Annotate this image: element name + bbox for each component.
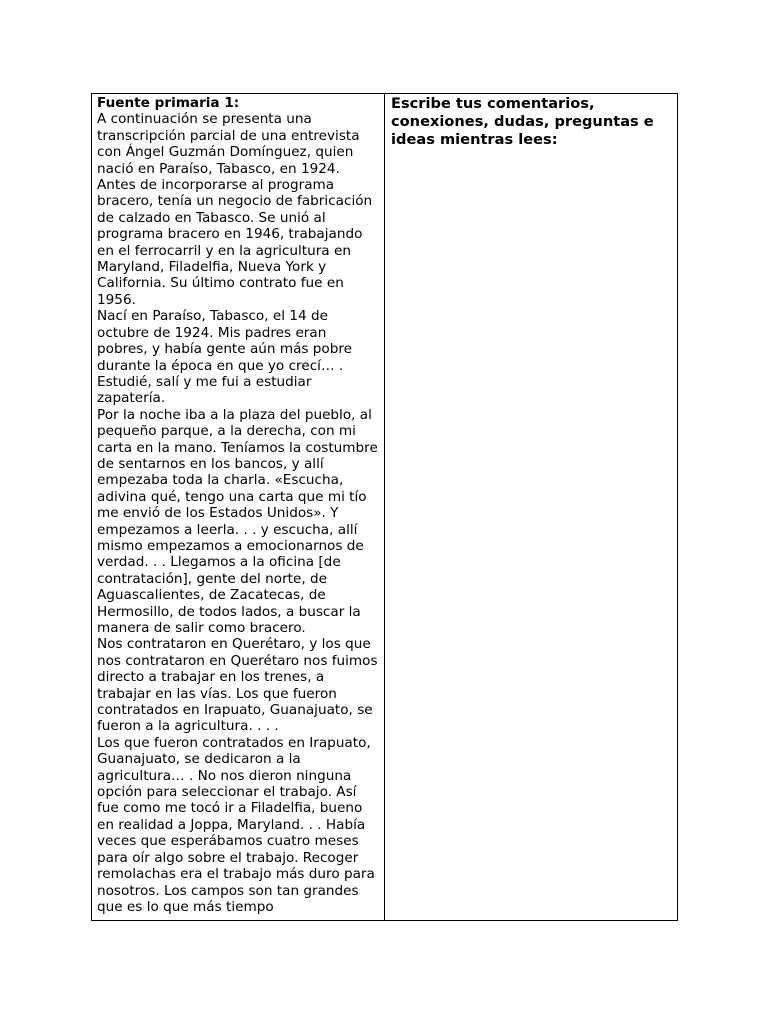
source-paragraph: Los que fueron contratados en Irapuato, Guanajuato, se dedicaron a la agricultura… . No nos dieron ninguna opción para seleccionar el trabajo. Así fue como me tocó ir a Filadelfia, bueno en realidad a Joppa, Maryland. . . Había veces que esperábamos cuatro meses para oír algo sobre el trabajo. Recoger remolachas era el trabajo más duro para nosotros. Los campos son tan grandes que es lo que más tiempo	[97, 734, 375, 915]
source-paragraph: Nos contrataron en Querétaro, y los que nos contrataron en Querétaro nos fuimos directo a trabajar en los trenes, a trabajar en las vías. Los que fueron contratados en Irapuato, Guanajuato, se fueron a la agricultura. . . .	[97, 636, 378, 735]
notes-column[interactable]	[385, 94, 677, 920]
source-intro-paragraph: A continuación se presenta una transcripción parcial de una entrevista con Ángel Guzmán Domínguez, quien nació en Paraíso, Tabasco, en 1924. Antes de incorporarse al programa bracero, tenía un negocio de fabricación de calzado en Tabasco. Se unió al programa bracero en 1946, trabajando en el ferrocarril y en la agricultura en Maryland, Filadelfia, Nueva York y California. Su último contrato fue en 1956.	[97, 111, 373, 308]
source-paragraph: Por la noche iba a la plaza del pueblo, al pequeño parque, a la derecha, con mi carta en la mano. Teníamos la costumbre de sentarnos en los bancos, y allí empezaba toda la charla. «Escucha, adivina qué, tengo una carta que mi tío me envió de los Estados Unidos». Y empezamos a leerla. . . y escucha, allí mismo empezamos a emocionarnos de verdad. . . Llegamos a la oficina [de contratación], gente del norte, de Aguascalientes, de Zacatecas, de Hermosillo, de todos lados, a buscar la manera de salir como bracero.	[97, 406, 378, 636]
two-column-table	[91, 93, 678, 921]
source-paragraph: Nací en Paraíso, Tabasco, el 14 de octubre de 1924. Mis padres eran pobres, y había gente aún más pobre durante la época en que yo crecí… . Estudié, salí y me fui a estudiar zapatería.	[97, 308, 353, 407]
source-title: Fuente primaria 1:	[97, 95, 240, 111]
primary-source-column	[92, 94, 385, 920]
notes-heading: Escribe tus comentarios, conexiones, dudas, preguntas e ideas mientras lees:	[391, 95, 654, 149]
source-text	[97, 111, 379, 915]
